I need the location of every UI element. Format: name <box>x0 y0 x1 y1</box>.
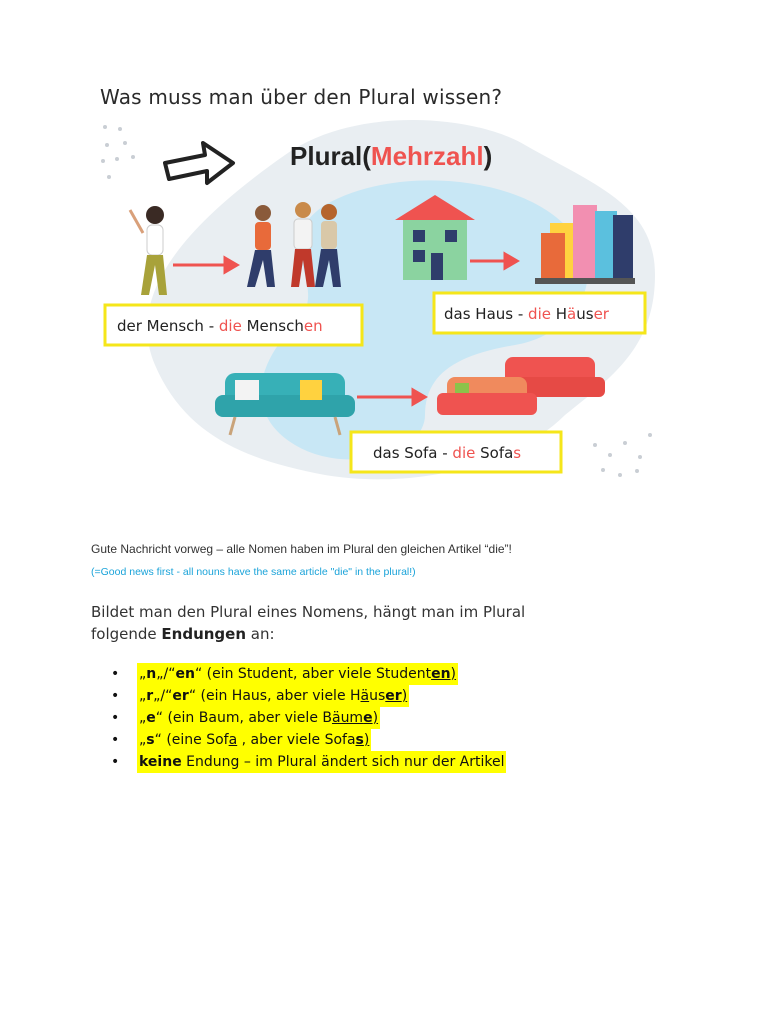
svg-text:das Sofa - die Sofas: das Sofa - die Sofas <box>373 444 522 462</box>
arrow-right-icon <box>165 143 233 183</box>
page-heading: Was muss man über den Plural wissen? <box>100 85 503 109</box>
intro-text: Gute Nachricht vorweg – alle Nomen haben im Plural den gleichen Artikel “die”! <box>91 542 512 556</box>
title-open: ( <box>362 141 371 171</box>
label-haus <box>434 293 645 333</box>
title-mehrzahl: Mehrzahl <box>370 141 484 171</box>
label-mensch <box>105 305 362 345</box>
plural-infographic <box>95 115 665 495</box>
title-plural: Plural <box>290 141 363 171</box>
list-item: • „e“ (ein Baum, aber viele Bäume) <box>111 707 506 729</box>
single-person-illustration <box>130 206 167 295</box>
rule-bold-endungen: Endungen <box>161 625 247 643</box>
title-close: ) <box>483 141 493 171</box>
intro-translation: (=Good news first - all nouns have the same article "die" in the plural!) <box>91 566 416 578</box>
list-item: • keine Endung – im Plural ändert sich nur der Artikel <box>111 751 506 773</box>
label-sofa <box>351 432 561 472</box>
svg-text:das Haus - die Häuser: das Haus - die Häuser <box>444 305 609 323</box>
list-item: • „n„/“en“ (ein Student, aber viele Studenten) <box>111 663 506 685</box>
svg-text:der Mensch - die Menschen: der Mensch - die Menschen <box>117 317 323 335</box>
endings-list <box>111 663 506 773</box>
list-item: • „r„/“er“ (ein Haus, aber viele Häuser) <box>111 685 506 707</box>
rule-paragraph: Bildet man den Plural eines Nomens, hängt man im Plural folgende Endungen an: <box>91 603 526 643</box>
svg-text:Plural(Mehrzahl) <box>290 141 492 171</box>
list-item: • „s“ (eine Sofa , aber viele Sofas) <box>111 729 506 751</box>
